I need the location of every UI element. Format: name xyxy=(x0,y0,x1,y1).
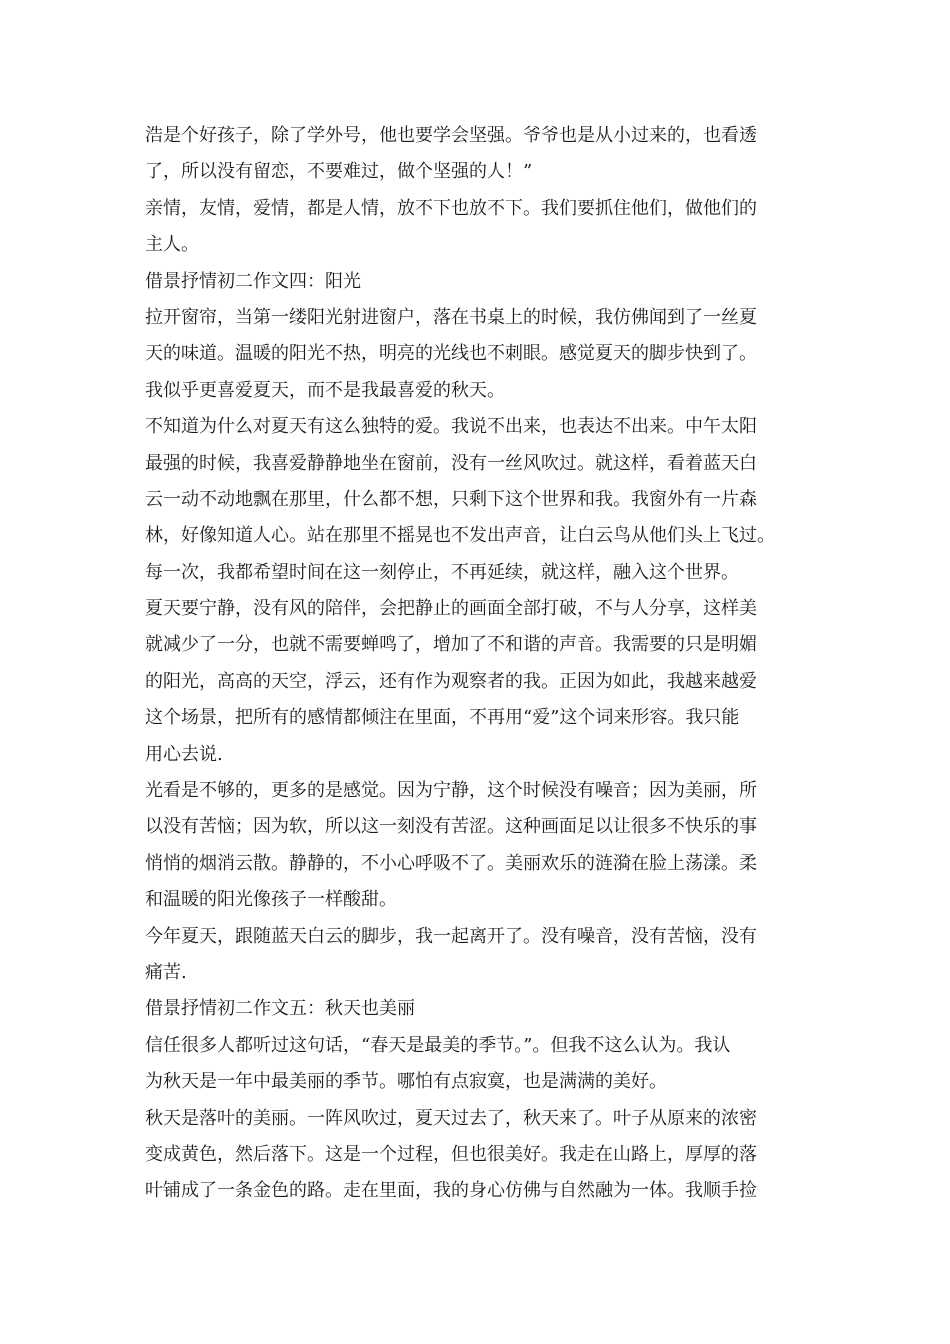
text-line: 痛苦. xyxy=(145,961,187,983)
text-line: 每一次，我都希望时间在这一刻停止，不再延续，就这样，融入这个世界。 xyxy=(145,561,739,583)
text-line: 我似乎更喜爱夏天，而不是我最喜爱的秋天。 xyxy=(145,379,505,401)
text-line: 就减少了一分，也就不需要蝉鸣了，增加了不和谐的声音。我需要的只是明媚 xyxy=(145,634,757,656)
text-line: 信任很多人都听过这句话，“春天是最美的季节。”。但我不这么认为。我认 xyxy=(145,1034,731,1056)
section-heading: 借景抒情初二作文四：阳光 xyxy=(145,270,361,292)
text-line: 亲情，友情，爱情，都是人情，放不下也放不下。我们要抓住他们，做他们的 xyxy=(145,197,757,219)
text-line: 悄悄的烟消云散。静静的，不小心呼吸不了。美丽欢乐的涟漪在脸上荡漾。柔 xyxy=(145,852,757,874)
text-line: 林，好像知道人心。站在那里不摇晃也不发出声音，让白云鸟从他们头上飞过。 xyxy=(145,525,775,547)
text-line: 秋天是落叶的美丽。一阵风吹过，夏天过去了，秋天来了。叶子从原来的浓密 xyxy=(145,1107,757,1129)
text-line: 叶铺成了一条金色的路。走在里面，我的身心仿佛与自然融为一体。我顺手捡 xyxy=(145,1180,757,1202)
text-line: 用心去说. xyxy=(145,743,223,765)
text-line: 天的味道。温暖的阳光不热，明亮的光线也不刺眼。感觉夏天的脚步快到了。 xyxy=(145,343,757,365)
text-line: 主人。 xyxy=(145,234,199,256)
text-line: 为秋天是一年中最美丽的季节。哪怕有点寂寞，也是满满的美好。 xyxy=(145,1071,667,1093)
text-line: 今年夏天，跟随蓝天白云的脚步，我一起离开了。没有噪音，没有苦恼，没有 xyxy=(145,925,757,947)
document-body xyxy=(145,118,810,1210)
text-line: 以没有苦恼；因为软，所以这一刻没有苦涩。这种画面足以让很多不快乐的事 xyxy=(145,816,757,838)
text-line: 的阳光，高高的天空，浮云，还有作为观察者的我。正因为如此，我越来越爱 xyxy=(145,670,757,692)
text-line: 这个场景，把所有的感情都倾注在里面，不再用“爱”这个词来形容。我只能 xyxy=(145,707,740,729)
section-heading: 借景抒情初二作文五：秋天也美丽 xyxy=(145,998,415,1020)
text-line: 拉开窗帘，当第一缕阳光射进窗户，落在书桌上的时候，我仿佛闻到了一丝夏 xyxy=(145,306,757,328)
text-line: 光看是不够的，更多的是感觉。因为宁静，这个时候没有噪音；因为美丽，所 xyxy=(145,780,757,802)
text-line: 浩是个好孩子，除了学外号，他也要学会坚强。爷爷也是从小过来的，也看透 xyxy=(145,125,757,146)
text-line: 夏天要宁静，没有风的陪伴，会把静止的画面全部打破，不与人分享，这样美 xyxy=(145,598,757,620)
text-line: 不知道为什么对夏天有这么独特的爱。我说不出来，也表达不出来。中午太阳 xyxy=(145,416,757,438)
text-line: 和温暖的阳光像孩子一样酸甜。 xyxy=(145,889,397,911)
text-line: 了，所以没有留恋，不要难过，做个坚强的人！” xyxy=(145,161,533,183)
text-line: 云一动不动地飘在那里，什么都不想，只剩下这个世界和我。我窗外有一片森 xyxy=(145,488,757,510)
text-line: 最强的时候，我喜爱静静地坐在窗前，没有一丝风吹过。就这样，看着蓝天白 xyxy=(145,452,757,474)
text-line: 变成黄色，然后落下。这是一个过程，但也很美好。我走在山路上，厚厚的落 xyxy=(145,1143,757,1165)
